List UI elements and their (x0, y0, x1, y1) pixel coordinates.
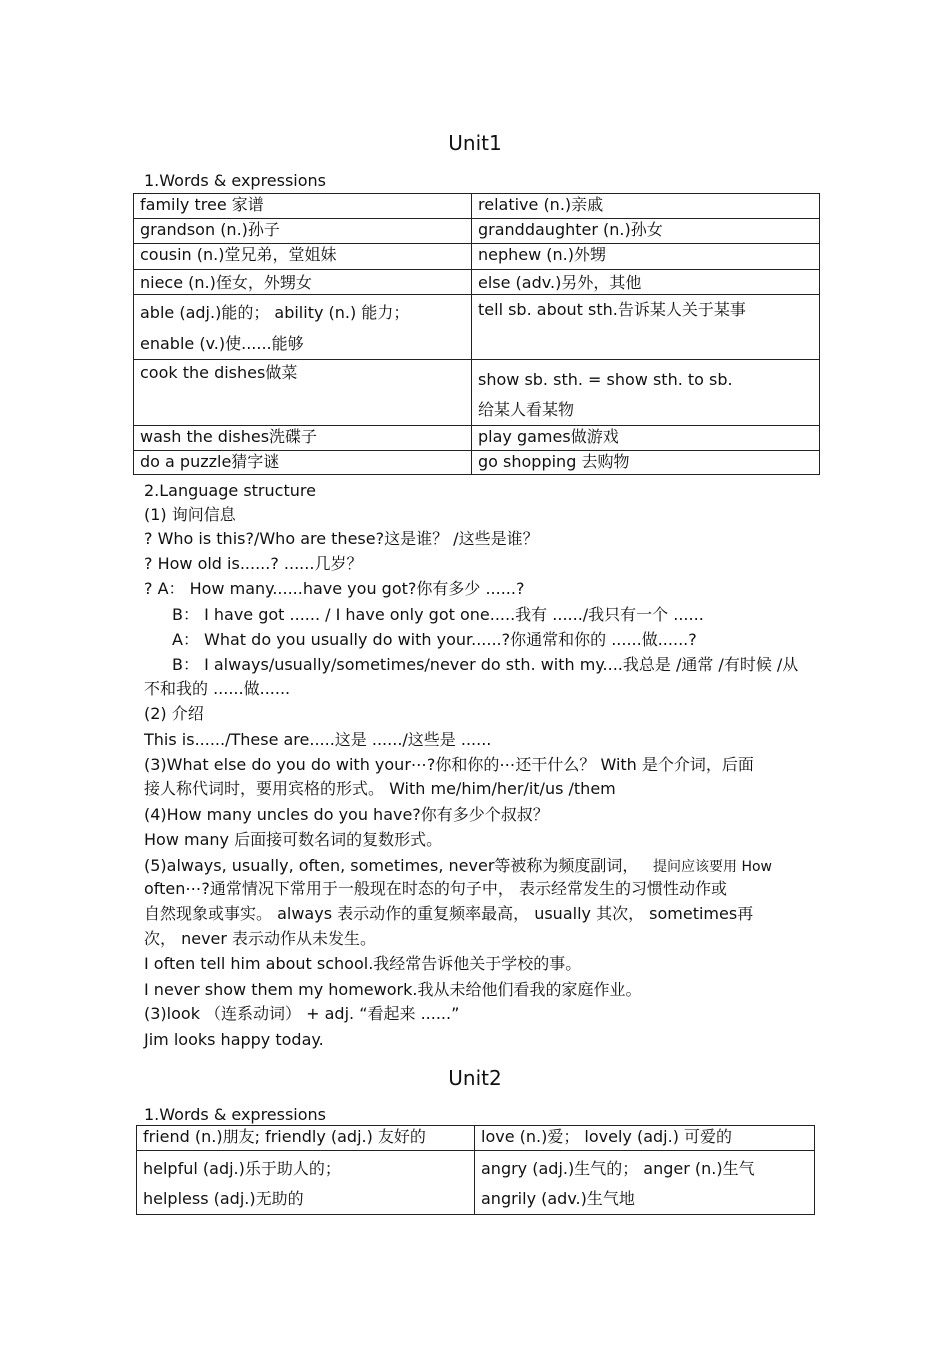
structure-line: I never show them my homework.我从未给他们看我的家庭作业。 (144, 980, 642, 999)
unit2-title: Unit2 (448, 1066, 502, 1090)
vocab-line: angrily (adv.)生气地 (481, 1189, 635, 1208)
vocab-cell: granddaughter (n.)孙女 (472, 219, 820, 244)
table-row (134, 451, 820, 475)
vocab-line: 给某人看某物 (478, 400, 575, 419)
vocab-cell (137, 1151, 475, 1215)
vocab-cell: wash the dishes洗碟子 (134, 426, 472, 451)
unit2-vocab-table (136, 1125, 815, 1215)
vocab-cell: cook the dishes做菜 (134, 360, 472, 426)
table-row (134, 295, 820, 360)
vocab-cell (134, 295, 472, 360)
vocab-line: show sb. sth. = show sth. to sb. (478, 370, 733, 389)
vocab-line: helpless (adj.)无助的 (143, 1189, 304, 1208)
vocab-cell: play games做游戏 (472, 426, 820, 451)
vocab-cell: tell sb. about sth.告诉某人关于某事 (472, 295, 820, 360)
structure-line: How many 后面接可数名词的复数形式。 (144, 830, 443, 849)
unit1-title: Unit1 (448, 131, 502, 155)
structure-line: B： I always/usually/sometimes/never do sth. with my....我总是 /通常 /有时候 /从 (172, 655, 799, 674)
structure-line: 不和我的 ......做...... (144, 679, 291, 698)
vocab-line: able (adj.)能的； ability (n.) 能力； (140, 303, 410, 322)
table-row (134, 360, 820, 426)
vocab-cell: cousin (n.)堂兄弟，堂姐妹 (134, 244, 472, 270)
structure-line: I often tell him about school.我经常告诉他关于学校的事。 (144, 954, 582, 973)
structure-line: ? A： How many......have you got?你有多少 ......? (144, 579, 525, 598)
vocab-cell: relative (n.)亲戚 (472, 194, 820, 219)
vocab-cell: friend (n.)朋友; friendly (adj.) 友好的 (137, 1126, 475, 1151)
vocab-line: helpful (adj.)乐于助人的； (143, 1159, 341, 1178)
structure-line: (5)always, usually, often, sometimes, never等被称为频度副词， (144, 856, 639, 875)
structure-line: ? Who is this?/Who are these?这是谁？ /这些是谁？ (144, 529, 539, 548)
unit1-words-heading: 1.Words & expressions (144, 171, 327, 190)
vocab-cell: niece (n.)侄女，外甥女 (134, 270, 472, 295)
structure-line: 接人称代词时，要用宾格的形式。 With me/him/her/it/us /them (144, 779, 616, 798)
vocab-cell: do a puzzle猜字谜 (134, 451, 472, 475)
vocab-line: enable (v.)使......能够 (140, 334, 304, 353)
table-row (134, 426, 820, 451)
vocab-cell: love (n.)爱； lovely (adj.) 可爱的 (475, 1126, 815, 1151)
table-row (134, 219, 820, 244)
vocab-cell (475, 1151, 815, 1215)
structure-line: 次， never 表示动作从未发生。 (144, 929, 377, 948)
structure-line: (2) 介绍 (144, 704, 204, 723)
structure-line: (3)look （连系动词） + adj. “看起来 ......” (144, 1004, 460, 1023)
structure-line: (3)What else do you do with your⋯?你和你的⋯还干什么？ With 是个介词，后面 (144, 755, 754, 774)
structure-line: ? How old is......? ......几岁？ (144, 554, 363, 573)
vocab-cell (472, 360, 820, 426)
vocab-line: angry (adj.)生气的； anger (n.)生气 (481, 1159, 755, 1178)
structure-line: This is....../These are.....这是 ....../这些是 ...... (144, 730, 492, 749)
vocab-cell: grandson (n.)孙子 (134, 219, 472, 244)
structure-line: often⋯?通常情况下常用于一般现在时态的句子中， 表示经常发生的习惯性动作或 (144, 879, 727, 898)
table-row (137, 1126, 815, 1151)
vocab-cell: family tree 家谱 (134, 194, 472, 219)
table-row (134, 194, 820, 219)
table-row (134, 270, 820, 295)
structure-line-suffix: 提问应该要用 How (653, 859, 772, 875)
unit2-words-heading: 1.Words & expressions (144, 1105, 327, 1124)
structure-line: A： What do you usually do with your......?你通常和你的 ......做......? (172, 630, 697, 649)
structure-line: (1) 询问信息 (144, 505, 236, 524)
unit1-vocab-table (133, 193, 820, 475)
structure-line: (4)How many uncles do you have?你有多少个叔叔？ (144, 805, 549, 824)
table-row (137, 1151, 815, 1215)
vocab-cell: else (adv.)另外，其他 (472, 270, 820, 295)
structure-line: 自然现象或事实。 always 表示动作的重复频率最高， usually 其次， sometimes再 (144, 904, 754, 923)
structure-line: B： I have got ...... / I have only got one.....我有 ....../我只有一个 ...... (172, 605, 704, 624)
structure-line: Jim looks happy today. (144, 1030, 324, 1049)
table-row (134, 244, 820, 270)
vocab-cell: nephew (n.)外甥 (472, 244, 820, 270)
unit1-structure-heading: 2.Language structure (144, 481, 316, 500)
vocab-cell: go shopping 去购物 (472, 451, 820, 475)
